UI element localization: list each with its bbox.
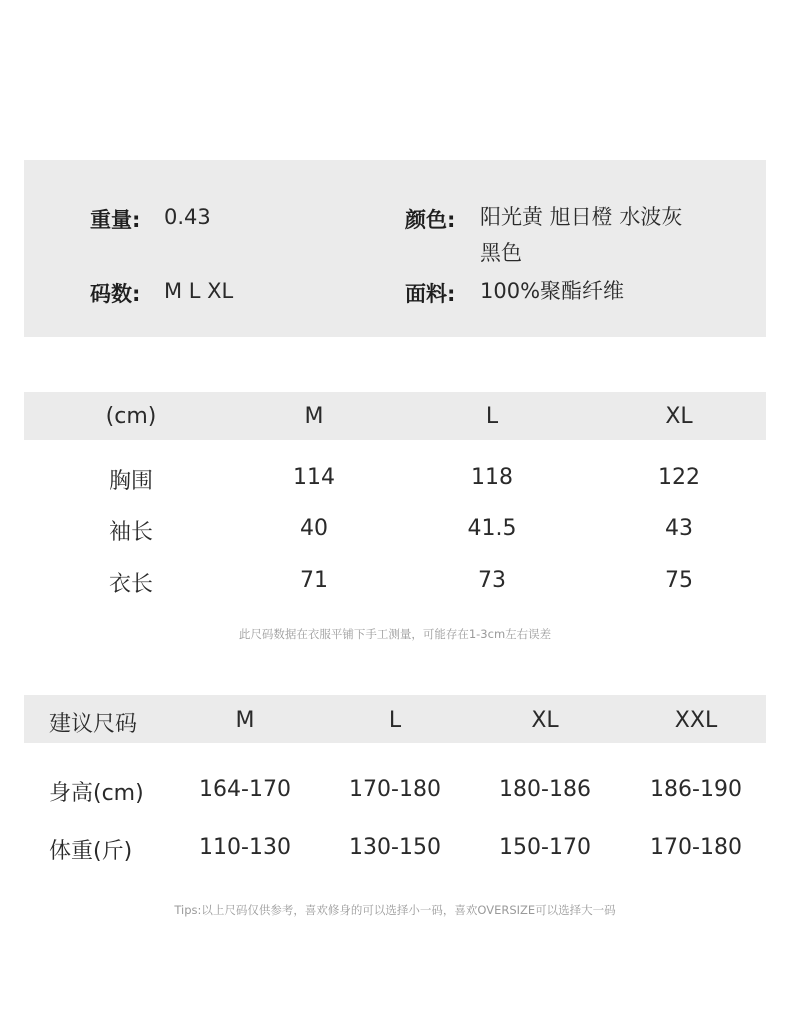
recommend-row-weight-label: 体重(斤) — [49, 839, 133, 864]
product-info-panel — [24, 160, 766, 337]
recommend-row-height-l: 170-180 — [349, 777, 441, 802]
measure-note: 此尺码数据在衣服平铺下手工测量，可能存在1-3cm左右误差 — [238, 627, 552, 641]
tips-note: Tips:以上尺码仅供参考，喜欢修身的可以选择小一码，喜欢OVERSIZE可以选择大一码 — [174, 903, 616, 917]
measure-row-length-m: 71 — [300, 568, 328, 593]
sizes-label: 码数: — [90, 282, 141, 306]
measure-header-xl: XL — [665, 404, 693, 429]
material-label: 面料: — [405, 282, 456, 306]
sizes-value: M L XL — [164, 279, 234, 303]
measure-row-length-label: 衣长 — [108, 572, 154, 597]
measure-row-sleeve-l: 41.5 — [467, 516, 517, 541]
recommend-row-height-xxl: 186-190 — [650, 777, 742, 802]
color-label: 颜色: — [405, 208, 456, 232]
measure-row-length-l: 73 — [478, 568, 506, 593]
material-value: 100%聚酯纤维 — [480, 279, 625, 303]
weight-value: 0.43 — [164, 205, 211, 229]
recommend-row-height-m: 164-170 — [199, 777, 291, 802]
recommend-header-xl: XL — [531, 708, 559, 733]
measure-row-chest-label: 胸围 — [108, 469, 154, 494]
measure-row-chest-xl: 122 — [658, 465, 700, 490]
measure-row-chest-m: 114 — [293, 465, 335, 490]
measure-row-sleeve-m: 40 — [300, 516, 328, 541]
measure-header-l: L — [485, 404, 499, 429]
recommend-row-height-xl: 180-186 — [499, 777, 591, 802]
recommend-header-m: M — [235, 708, 255, 733]
recommend-header-xxl: XXL — [674, 708, 718, 733]
recommend-row-weight-m: 110-130 — [199, 835, 291, 860]
measure-header-unit: (cm) — [105, 404, 157, 429]
recommend-row-weight-l: 130-150 — [349, 835, 441, 860]
measure-header-m: M — [304, 404, 324, 429]
weight-label: 重量: — [90, 208, 141, 232]
measure-row-sleeve-xl: 43 — [665, 516, 693, 541]
color-value-line2: 黑色 — [480, 241, 522, 265]
color-value-line1: 阳光黄 旭日橙 水波灰 — [480, 205, 683, 229]
measure-row-sleeve-label: 袖长 — [108, 520, 154, 545]
measure-row-chest-l: 118 — [471, 465, 513, 490]
recommend-header-l: L — [388, 708, 402, 733]
recommend-row-weight-xxl: 170-180 — [650, 835, 742, 860]
recommend-header-label: 建议尺码 — [49, 712, 138, 737]
recommend-row-weight-xl: 150-170 — [499, 835, 591, 860]
recommend-row-height-label: 身高(cm) — [49, 781, 144, 806]
measure-row-length-xl: 75 — [665, 568, 693, 593]
